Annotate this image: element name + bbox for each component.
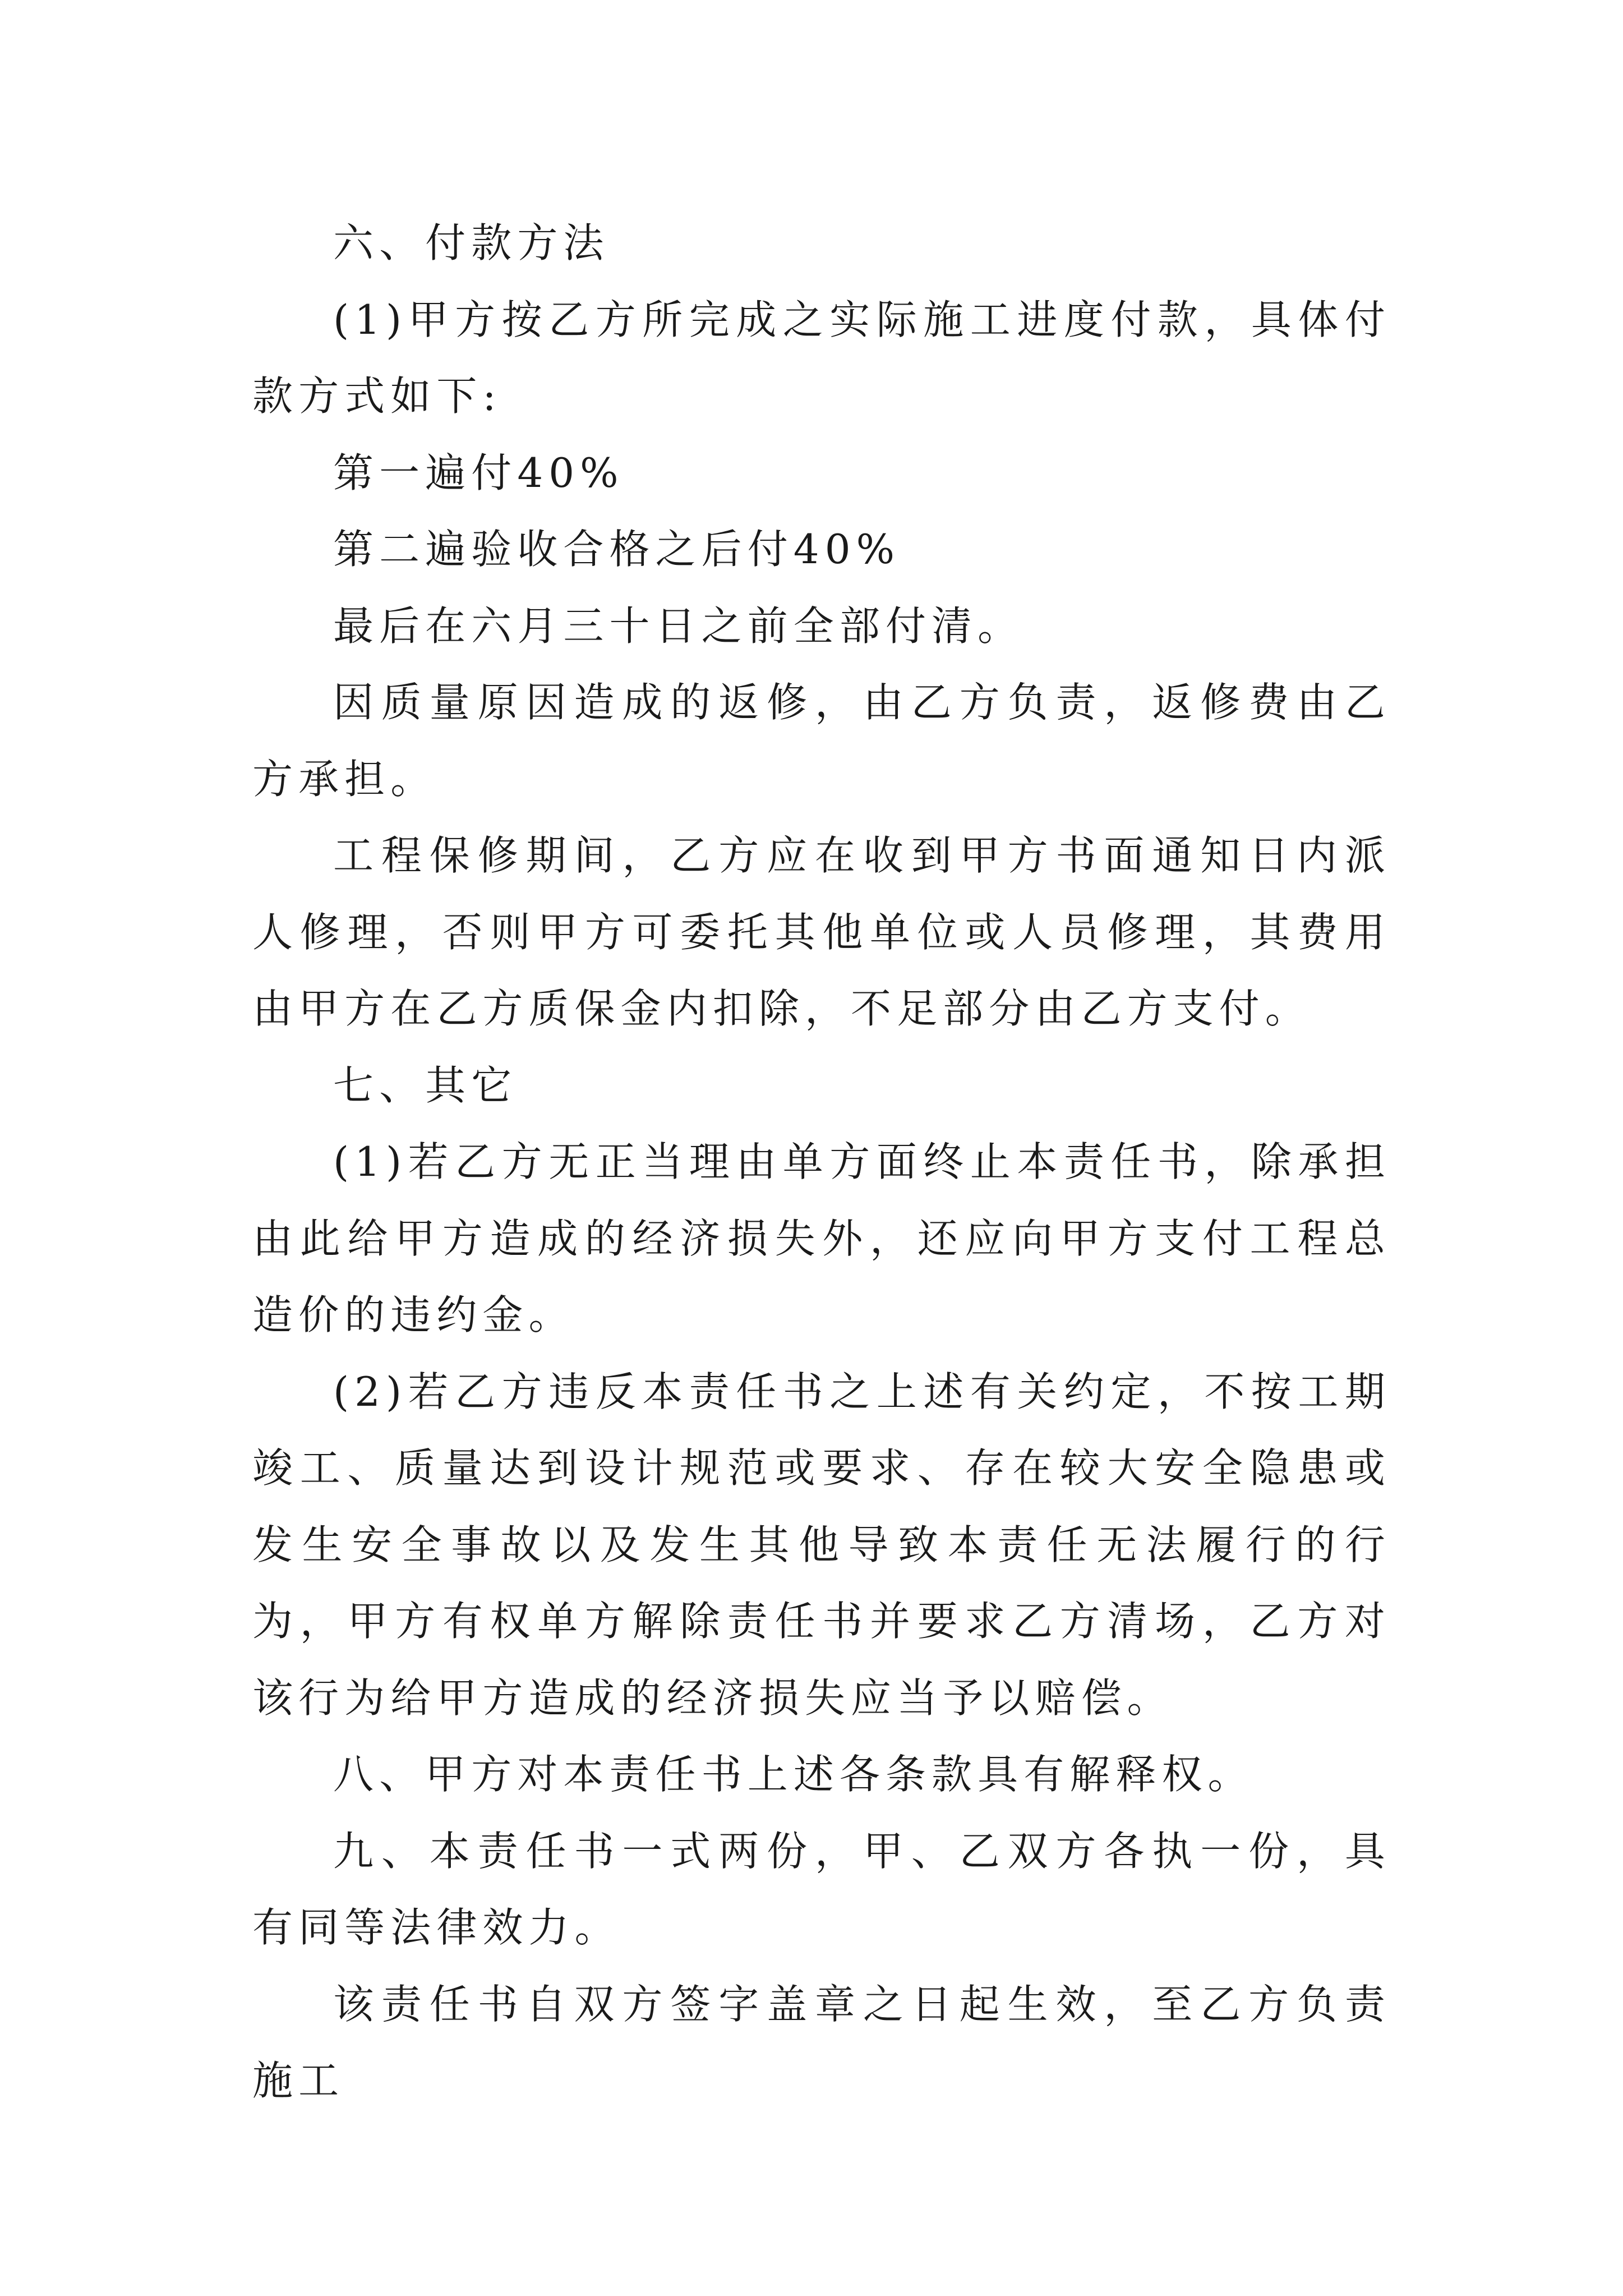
paragraph-second-payment: 第二遍验收合格之后付40% <box>333 526 901 573</box>
section-heading-interpretation: 八、甲方对本责任书上述各条款具有解释权。 <box>333 1751 1254 1798</box>
section-heading-other: 七、其它 <box>333 1061 518 1109</box>
paragraph-final-payment: 最后在六月三十日之前全部付清。 <box>333 602 1024 650</box>
paragraph-breach: (2)若乙方违反本责任书之上述有关约定，不按工期竣工、质量达到设计规范或要求、存在较大安全隐患或发生安全事故以及发生其他导致本责任无法履行的行为，甲方有权单方解除责任书并要求乙方清场，乙方对该行为给甲方造成的经济损失应当予以赔偿。 <box>252 1368 1391 1722</box>
paragraph-first-payment: 第一遍付40% <box>333 449 624 496</box>
section-heading-copies: 九、本责任书一式两份，甲、乙双方各执一份，具有同等法律效力。 <box>252 1827 1391 1951</box>
paragraph-termination: (1)若乙方无正当理由单方面终止本责任书，除承担由此给甲方造成的经济损失外，还应向甲方支付工程总造价的违约金。 <box>252 1138 1391 1338</box>
paragraph-rework: 因质量原因造成的返修，由乙方负责，返修费由乙方承担。 <box>252 679 1391 803</box>
paragraph-payment-method: (1)甲方按乙方所完成之实际施工进度付款，具体付款方式如下: <box>252 296 1391 420</box>
document-body <box>252 205 1391 2119</box>
section-heading-payment: 六、付款方法 <box>333 219 610 266</box>
paragraph-effective-date: 该责任书自双方签字盖章之日起生效，至乙方负责施工 <box>252 1980 1391 2104</box>
paragraph-warranty: 工程保修期间，乙方应在收到甲方书面通知日内派人修理，否则甲方可委托其他单位或人员修理，其费用由甲方在乙方质保金内扣除，不足部分由乙方支付。 <box>252 832 1391 1032</box>
